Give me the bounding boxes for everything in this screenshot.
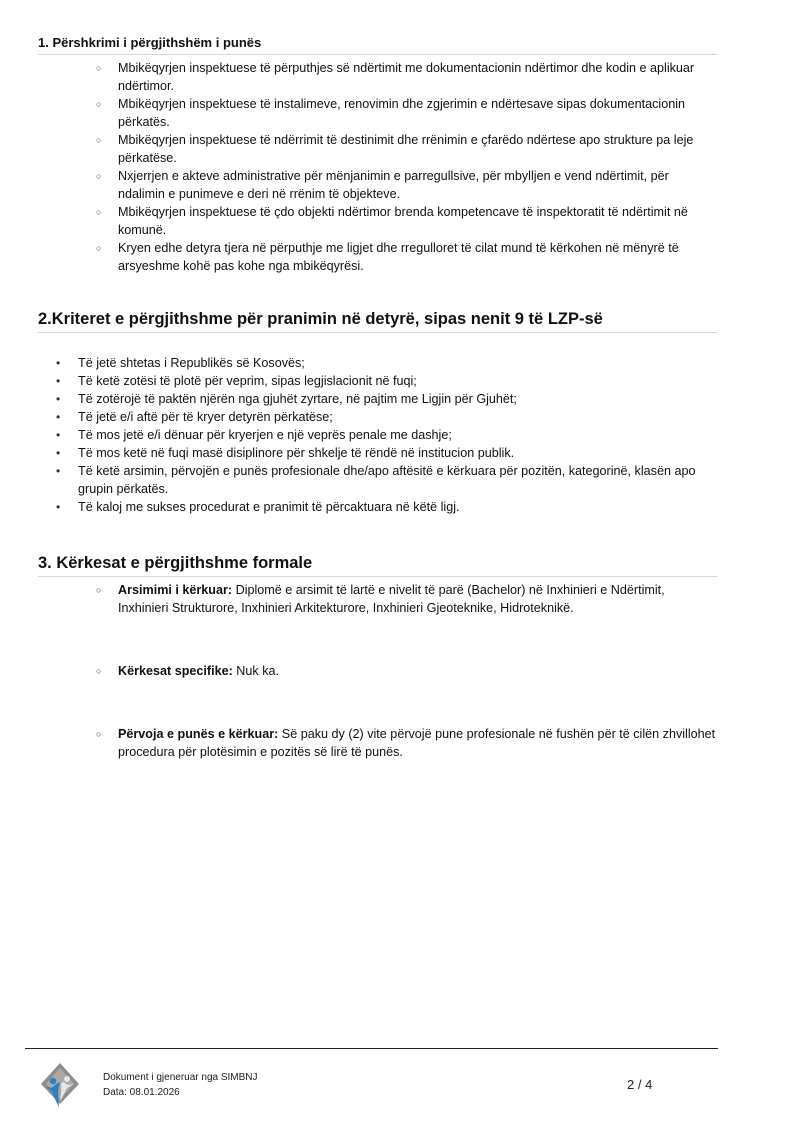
list-item: • Të zotërojë të paktën njërën nga gjuhët zyrtare, në pajtim me Ligjin për Gjuhët; <box>56 392 517 406</box>
section-3-list-experience <box>96 725 718 761</box>
list-item: ○ Kryen edhe detyra tjera në përputhje me ligjet dhe rregulloret të cilat mund të kërkohen në mënyrë të arsyeshme kohë pas kohe nga mbikëqyrësi. <box>96 241 679 273</box>
bullet-icon: • <box>56 410 61 424</box>
list-item: ○ Nxjerrjen e akteve administrative për mënjanimin e parregullsive, për mbylljen e vend ndërtimit, për ndalimin e punimeve e deri në rrënim të objekteve. <box>96 169 669 201</box>
simbnj-logo-icon <box>40 1062 80 1108</box>
section-1-title: 1. Përshkrimi i përgjithshëm i punës <box>38 35 717 55</box>
bullet-icon: • <box>56 446 61 460</box>
bullet-icon: • <box>56 392 61 406</box>
list-item: ○ Mbikëqyrjen inspektuese të instalimeve, renovimin dhe zgjerimin e ndërtesave sipas dokumentacionin përkatës. <box>96 97 686 129</box>
section-3-title: 3. Kërkesat e përgjithshme formale <box>38 554 717 577</box>
section-3-list-education <box>96 581 718 617</box>
list-item: • Të kaloj me sukses procedurat e pranimit të përcaktuara në këtë ligj. <box>56 500 460 514</box>
bullet-icon: • <box>56 374 61 388</box>
bullet-icon: • <box>56 356 61 370</box>
circle-bullet-icon: ○ <box>96 63 102 73</box>
section-2-list <box>56 354 718 516</box>
circle-bullet-icon: ○ <box>96 207 102 217</box>
list-item: • Të mos ketë në fuqi masë disiplinore për shkelje të rëndë në institucion publik. <box>56 446 515 460</box>
page-number: 2 / 4 <box>627 1077 653 1092</box>
bullet-icon: • <box>56 500 61 514</box>
circle-bullet-icon: ○ <box>96 135 102 145</box>
list-item: ○ Mbikëqyrjen inspektuese të çdo objekti ndërtimor brenda kompetencave të inspektoratit të ndërtimit në komunë. <box>96 205 688 237</box>
list-item: • Të mos jetë e/i dënuar për kryerjen e një veprës penale me dashje; <box>56 428 452 442</box>
list-item: ○ Përvoja e punës e kërkuar: Së paku dy (2) vite përvojë pune profesionale në fushën për të cilën zhvillohet procedura për plotësimin e pozitës së lirë të punës. <box>96 727 716 759</box>
list-item: ○ Mbikëqyrjen inspektuese të ndërrimit të destinimit dhe rrënimin e çfarëdo ndërtese apo strukture pa leje përkatëse. <box>96 133 694 165</box>
list-item: • Të ketë arsimin, përvojën e punës profesionale dhe/apo aftësitë e kërkuara për pozitën, kategorinë, klasën apo grupin përkatës. <box>56 464 696 496</box>
list-item: • Të jetë shtetas i Republikës së Kosovës; <box>56 356 305 370</box>
circle-bullet-icon: ○ <box>96 243 102 253</box>
list-item: ○ Kërkesat specifike: Nuk ka. <box>96 664 280 678</box>
circle-bullet-icon: ○ <box>96 171 102 181</box>
list-item: ○ Mbikëqyrjen inspektuese të përputhjes së ndërtimit me dokumentacionin ndërtimor dhe kodin e aplikuar ndërtimor. <box>96 61 695 93</box>
footer-date: Data: 08.01.2026 <box>103 1087 180 1098</box>
footer-divider <box>25 1048 718 1049</box>
bullet-icon: • <box>56 464 61 478</box>
footer-generated-text: Dokument i gjeneruar nga SIMBNJ <box>103 1072 258 1083</box>
list-item: • Të ketë zotësi të plotë për veprim, sipas legjislacionit në fuqi; <box>56 374 417 388</box>
section-2-title: 2.Kriteret e përgjithshme për pranimin në detyrë, sipas nenit 9 të LZP-së <box>38 310 717 333</box>
bullet-icon: • <box>56 428 61 442</box>
section-1-list <box>96 59 718 275</box>
circle-bullet-icon: ○ <box>96 99 102 109</box>
circle-bullet-icon: ○ <box>96 585 102 595</box>
circle-bullet-icon: ○ <box>96 666 102 676</box>
list-item: ○ Arsimimi i kërkuar: Diplomë e arsimit të lartë e nivelit të parë (Bachelor) në Inxhinieri e Ndërtimit, Inxhinieri Strukturore, Inxhinieri Arkitekturore, Inxhinieri Gjeoteknike, Hidroteknikë. <box>96 583 665 615</box>
section-3-list-specific <box>96 662 718 680</box>
circle-bullet-icon: ○ <box>96 729 102 739</box>
list-item: • Të jetë e/i aftë për të kryer detyrën përkatëse; <box>56 410 333 424</box>
